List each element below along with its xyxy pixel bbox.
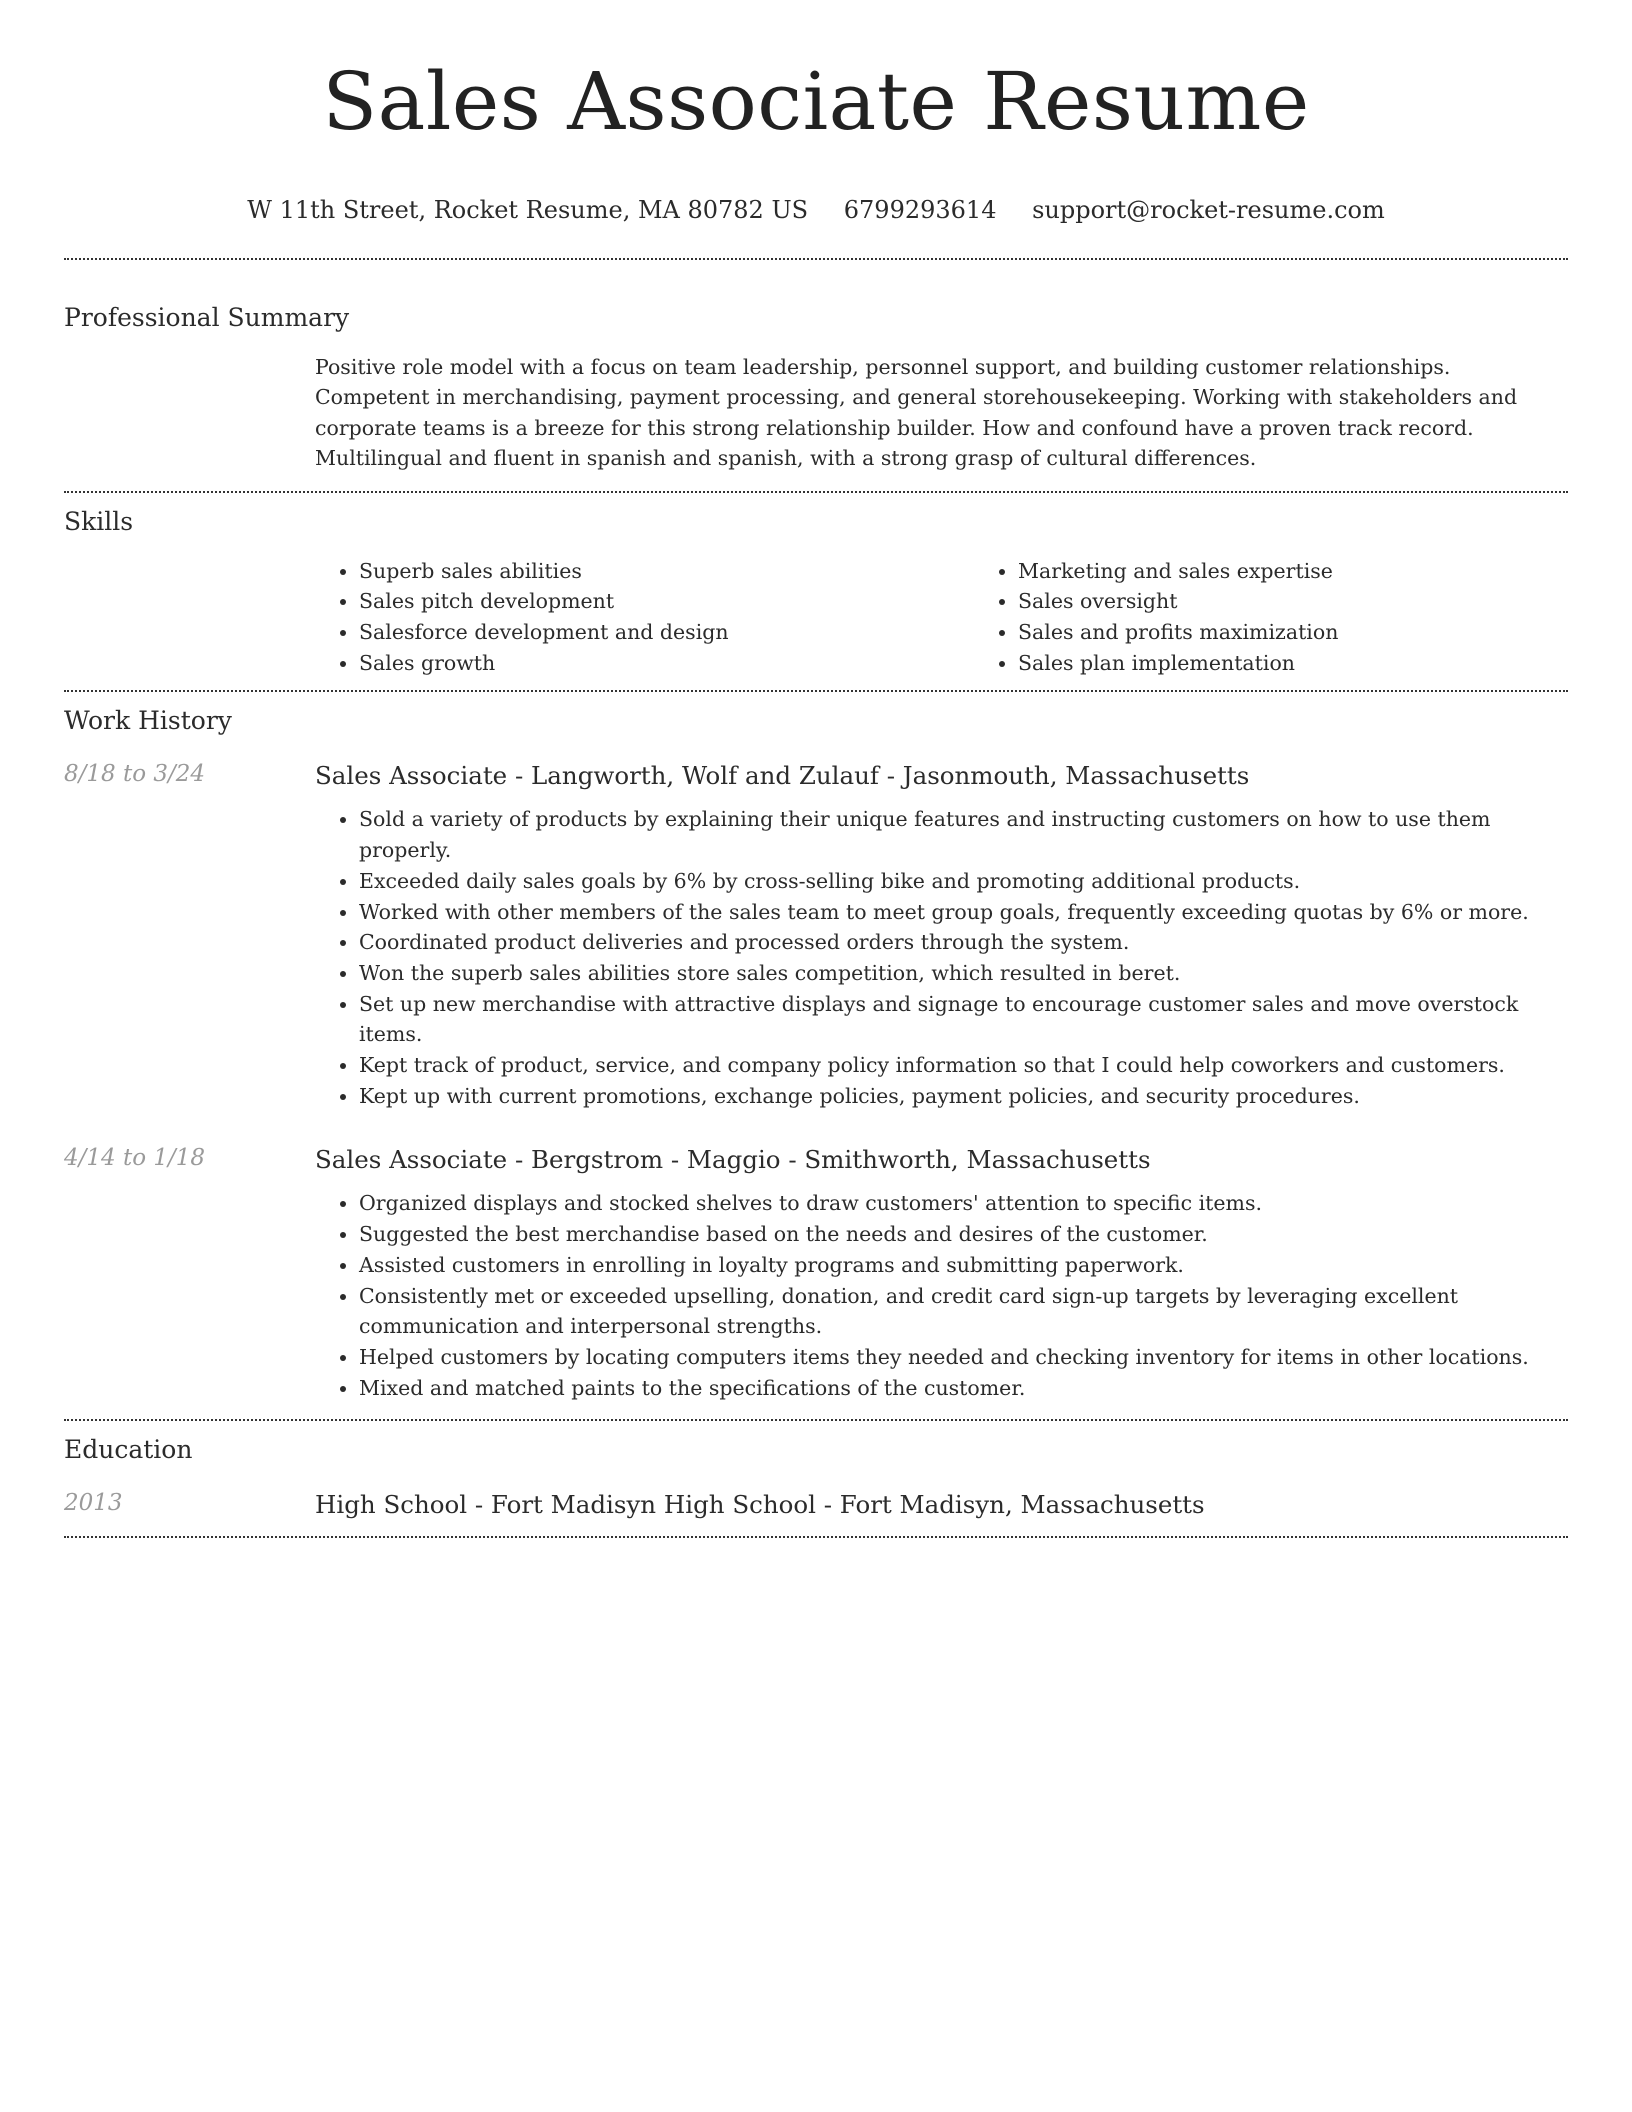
job-bullets: [315, 804, 1568, 1111]
divider: [64, 1419, 1568, 1421]
job-entry: [64, 761, 1568, 1111]
summary-section: [64, 303, 1568, 474]
skill-item: • Sales growth: [359, 648, 974, 679]
job-title: Sales Associate - Bergstrom - Maggio - Smithworth, Massachusetts: [315, 1145, 1151, 1175]
skills-section: [64, 507, 1568, 679]
job-bullet: • Helped customers by locating computers items they needed and checking inventory for items in other locations.: [359, 1342, 1568, 1373]
job-bullets: [315, 1188, 1568, 1403]
section-heading-work: Work History: [64, 706, 232, 736]
job-entry: [64, 1145, 1568, 1403]
job-bullet: • Assisted customers in enrolling in loyalty programs and submitting paperwork.: [359, 1250, 1568, 1281]
job-bullet: • Coordinated product deliveries and processed orders through the system.: [359, 927, 1568, 958]
job-bullet: • Kept up with current promotions, exchange policies, payment policies, and security procedures.: [359, 1081, 1568, 1112]
section-heading-skills: Skills: [64, 506, 134, 536]
skill-item: • Sales oversight: [1018, 586, 1632, 617]
job-bullet: • Sold a variety of products by explaining their unique features and instructing customers on how to use them properly.: [359, 804, 1568, 865]
resume-title: Sales Associate Resume: [322, 55, 1310, 148]
contact-email: support@rocket-resume.com: [1032, 195, 1385, 224]
job-bullet: • Kept track of product, service, and company policy information so that I could help coworkers and customers.: [359, 1050, 1568, 1081]
contact-line: [64, 196, 1568, 224]
job-bullet: • Exceeded daily sales goals by 6% by cross-selling bike and promoting additional products.: [359, 866, 1568, 897]
job-bullet: • Won the superb sales abilities store sales competition, which resulted in beret.: [359, 958, 1568, 989]
divider: [64, 258, 1568, 260]
education-entry: [64, 1490, 1568, 1519]
divider: [64, 690, 1568, 692]
education-section: [64, 1435, 1568, 1519]
summary-text: Positive role model with a focus on team leadership, personnel support, and building customer relationships. Competent in merchandising, payment processing, and general storehousekeeping. Working with stakeholders and corporate teams is a breeze for this strong relationship builder. How and confound have a proven track record. Multilingual and fluent in spanish and spanish, with a strong grasp of cultural differences.: [315, 354, 1518, 471]
divider: [64, 1536, 1568, 1538]
skill-item: • Sales pitch development: [359, 586, 974, 617]
job-bullet: • Set up new merchandise with attractive displays and signage to encourage customer sales and move overstock items.: [359, 989, 1568, 1050]
skill-item: • Marketing and sales expertise: [1018, 556, 1632, 587]
work-history-section: [64, 706, 1568, 1403]
job-bullet: • Mixed and matched paints to the specifications of the customer.: [359, 1373, 1568, 1404]
resume-page: [64, 0, 1568, 1538]
skill-item: • Sales plan implementation: [1018, 648, 1632, 679]
job-bullet: • Suggested the best merchandise based on the needs and desires of the customer.: [359, 1219, 1568, 1250]
contact-phone: 6799293614: [843, 195, 997, 224]
skill-item: • Salesforce development and design: [359, 617, 974, 648]
skill-item: • Sales and profits maximization: [1018, 617, 1632, 648]
job-bullet: • Consistently met or exceeded upselling, donation, and credit card sign-up targets by leveraging excellent communication and interpersonal strengths.: [359, 1281, 1568, 1342]
job-bullet: • Worked with other members of the sales team to meet group goals, frequently exceeding quotas by 6% or more.: [359, 897, 1568, 928]
skills-list-left: [315, 556, 974, 679]
job-dates: 4/14 to 1/18: [64, 1145, 206, 1172]
section-heading-education: Education: [64, 1435, 193, 1465]
divider: [64, 491, 1568, 493]
skill-item: • Superb sales abilities: [359, 556, 974, 587]
job-dates: 8/18 to 3/24: [64, 761, 206, 788]
contact-address: W 11th Street, Rocket Resume, MA 80782 US: [247, 195, 809, 224]
section-heading-summary: Professional Summary: [64, 302, 350, 332]
job-bullet: • Organized displays and stocked shelves to draw customers' attention to specific items.: [359, 1188, 1568, 1219]
skills-list-right: [974, 556, 1632, 679]
job-title: Sales Associate - Langworth, Wolf and Zulauf - Jasonmouth, Massachusetts: [315, 761, 1250, 791]
education-title: High School - Fort Madisyn High School - Fort Madisyn, Massachusetts: [315, 1490, 1205, 1520]
education-year: 2013: [64, 1490, 123, 1517]
